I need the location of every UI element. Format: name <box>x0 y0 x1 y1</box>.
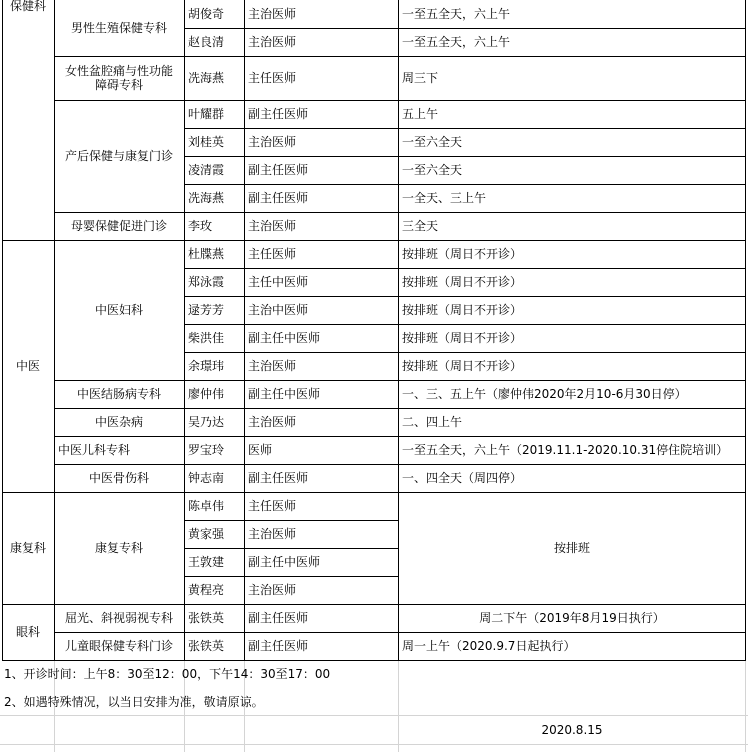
clinic-zabing: 中医杂病 <box>94 415 143 429</box>
merged-schedule-cell: 按排班 <box>553 541 590 555</box>
doctor-name: 吴乃达 <box>188 415 225 429</box>
doctor-name: 钟志南 <box>188 471 225 485</box>
doctor-name: 胡俊奇 <box>188 7 225 21</box>
clinic-zhongyi-fuke: 中医妇科 <box>94 303 143 317</box>
schedule-cell: 按排班（周日不开诊） <box>402 359 523 373</box>
doctor-title: 副主任医师 <box>248 471 309 485</box>
schedule-cell: 五上午 <box>402 107 439 121</box>
schedule-cell: 三全天 <box>402 219 439 233</box>
schedule-cell: 周二下午（2019年8月19日执行） <box>479 611 665 625</box>
clinic-ertongyan: 儿童眼保健专科门诊 <box>64 639 173 653</box>
doctor-title: 副主任医师 <box>248 639 309 653</box>
doctor-name: 张铁英 <box>188 639 225 653</box>
doctor-title: 主任医师 <box>248 247 297 261</box>
doctor-name: 柴洪佳 <box>188 331 225 345</box>
clinic-muying: 母婴保健促进门诊 <box>70 219 167 233</box>
department-zhongyi: 中医 <box>15 359 40 373</box>
doctor-name: 叶耀群 <box>188 107 225 121</box>
schedule-cell: 一、三、五上午（廖仲伟2020年2月10-6月30日停） <box>402 387 687 401</box>
doctor-name: 刘桂英 <box>188 135 225 149</box>
doctor-title: 主任医师 <box>248 499 297 513</box>
clinic-erke: 中医儿科专科 <box>58 443 131 457</box>
doctor-name: 赵良清 <box>188 35 225 49</box>
doctor-title: 副主任医师 <box>248 191 309 205</box>
doctor-title: 主任中医师 <box>248 275 309 289</box>
department-kangfu: 康复科 <box>9 541 46 555</box>
clinic-penqiang-line2: 障碍专科 <box>94 78 143 92</box>
doctor-title: 主任医师 <box>248 71 297 85</box>
issue-date: 2020.8.15 <box>541 723 603 737</box>
clinic-kangfu-zhuanke: 康复专科 <box>94 541 143 555</box>
schedule-cell: 周一上午（2020.9.7日起执行） <box>402 639 576 653</box>
schedule-cell: 一至五全天，六上午（2019.11.1-2020.10.31停住院培训） <box>402 443 729 457</box>
doctor-name: 黄家强 <box>188 527 225 541</box>
doctor-name: 罗宝玲 <box>188 443 225 457</box>
department-yanke: 眼科 <box>15 625 40 639</box>
doctor-title: 主治中医师 <box>248 303 309 317</box>
clinic-chanhou: 产后保健与康复门诊 <box>64 149 173 163</box>
schedule-cell: 按排班（周日不开诊） <box>402 303 523 317</box>
schedule-cell: 按排班（周日不开诊） <box>402 331 523 345</box>
doctor-name: 黄程亮 <box>188 583 225 597</box>
clinic-penqiang <box>54 56 184 100</box>
schedule-cell: 一至六全天 <box>402 135 463 149</box>
schedule-cell: 按排班（周日不开诊） <box>402 275 523 289</box>
schedule-cell: 二、四上午 <box>402 415 463 429</box>
schedule-cell: 周三下 <box>402 71 439 85</box>
doctor-name: 余璟玮 <box>188 359 225 373</box>
doctor-title: 主治医师 <box>248 219 297 233</box>
doctor-title: 主治医师 <box>248 583 297 597</box>
schedule-cell: 一至五全天，六上午 <box>402 7 511 21</box>
doctor-title: 副主任医师 <box>248 107 309 121</box>
doctor-name: 廖仲伟 <box>188 387 225 401</box>
doctor-title: 主治医师 <box>248 135 297 149</box>
doctor-name: 王敦建 <box>188 555 225 569</box>
schedule-cell: 一至五全天，六上午 <box>402 35 511 49</box>
doctor-name: 张铁英 <box>188 611 225 625</box>
doctor-title: 副主任中医师 <box>248 555 321 569</box>
clinic-jiechang: 中医结肠病专科 <box>76 387 161 401</box>
clinic-gushang: 中医骨伤科 <box>88 471 149 485</box>
schedule-cell: 一至六全天 <box>402 163 463 177</box>
doctor-title: 副主任医师 <box>248 163 309 177</box>
doctor-name: 李玫 <box>188 219 213 233</box>
doctor-name: 杜牒燕 <box>188 247 225 261</box>
doctor-title: 医师 <box>248 443 273 457</box>
doctor-title: 主治医师 <box>248 527 297 541</box>
doctor-name: 冼海燕 <box>188 191 225 205</box>
clinic-nanxing: 男性生殖保健专科 <box>70 21 167 35</box>
doctor-title: 主治医师 <box>248 359 297 373</box>
note-special-situation: 2、如遇特殊情况，以当日安排为准，敬请原谅。 <box>4 694 264 709</box>
department-baojian: 保健科 <box>9 0 46 13</box>
doctor-name: 凌清霞 <box>188 163 225 177</box>
schedule-cell: 一、四全天（周四停） <box>402 471 523 485</box>
doctor-name: 冼海燕 <box>188 71 225 85</box>
doctor-name: 陈卓伟 <box>188 499 225 513</box>
doctor-title: 副主任中医师 <box>248 387 321 401</box>
doctor-title: 主治医师 <box>248 415 297 429</box>
doctor-title: 副主任医师 <box>248 611 309 625</box>
clinic-quguang: 屈光、斜视弱视专科 <box>64 611 173 625</box>
doctor-name: 逯芳芳 <box>188 303 225 317</box>
doctor-name: 郑泳霞 <box>188 275 225 289</box>
doctor-title: 主治医师 <box>248 7 297 21</box>
note-opening-hours: 1、开诊时间：上午8：30至12：00，下午14：30至17：00 <box>4 667 331 681</box>
doctor-title: 副主任中医师 <box>248 331 321 345</box>
schedule-cell: 一全天、三上午 <box>402 191 487 205</box>
schedule-cell: 按排班（周日不开诊） <box>402 247 523 261</box>
doctor-title: 主治医师 <box>248 35 297 49</box>
clinic-penqiang-line1: 女性盆腔痛与性功能 <box>64 64 173 78</box>
